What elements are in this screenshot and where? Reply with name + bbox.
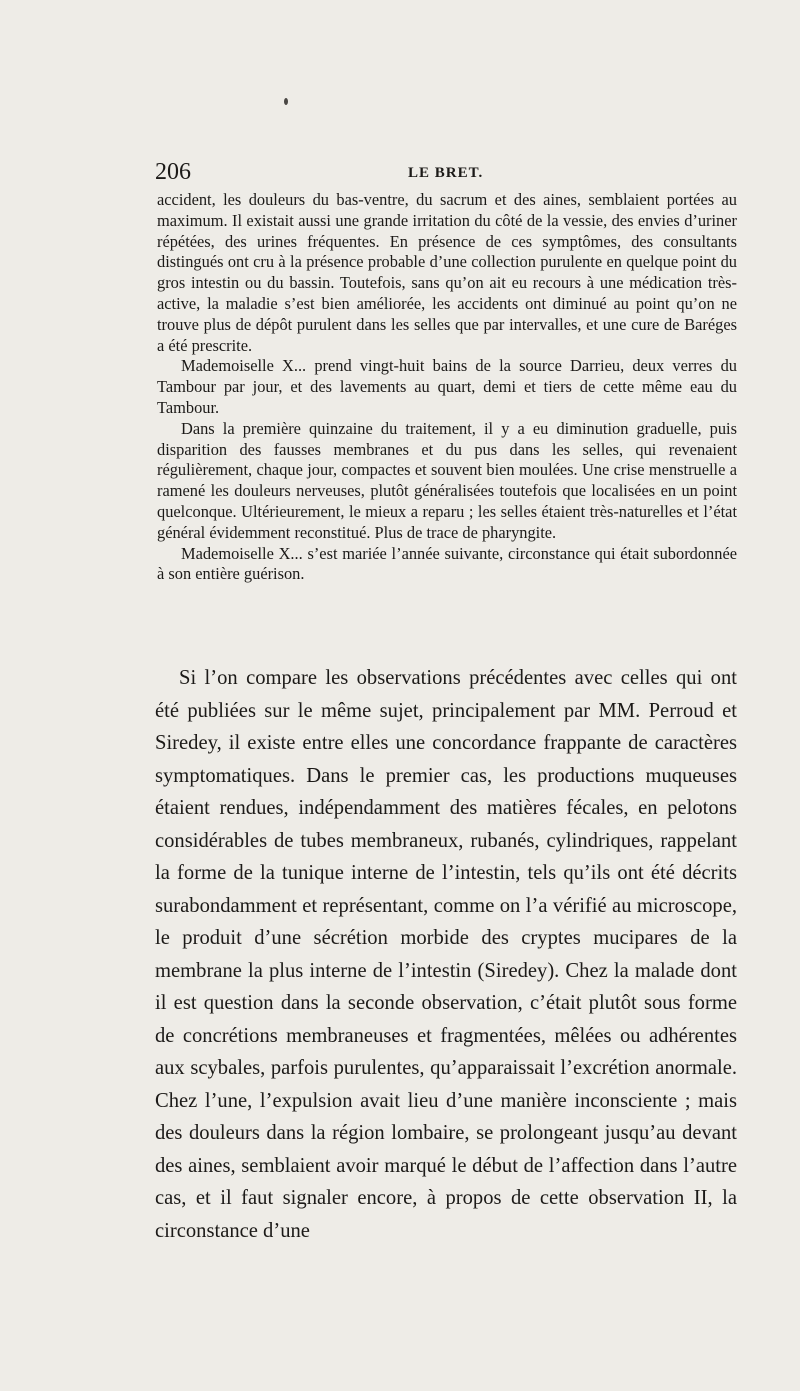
paragraph-outcome: Mademoiselle X... s’est mariée l’année suivante, circonstance qui était subordonnée à son entière guérison. [157,543,737,584]
discussion-body [155,662,737,1247]
ink-speck [284,98,288,105]
paragraph-accident: accident, les douleurs du bas-ventre, du sacrum et des aines, semblaient portées au maximum. Il existait aussi une grande irritation du côté de la vessie, des envies d’uriner répétées, des urines fréquentes. En présence de ces symptômes, des consultants distingués ont cru à la présence probable d’une collection purulente en quelque point du gros intestin ou du bassin. Toutefois, sans qu’on ait eu recours à une médication très-active, la maladie s’est bien améliorée, les accidents ont diminué au point qu’on ne trouve plus de dépôt purulent dans les selles que par intervalles, et une cure de Baréges a été prescrite. [157,190,737,355]
page-number: 206 [155,159,191,185]
paragraph-treatment: Mademoiselle X... prend vingt-huit bains de la source Darrieu, deux verres du Tambour par jour, et des lavements au quart, demi et tiers de cette même eau du Tambour. [157,356,737,417]
page-header [155,158,737,186]
paragraph-comparison: Si l’on compare les observations précédentes avec celles qui ont été publiées sur le même sujet, principalement par MM. Perroud et Siredey, il existe entre elles une concordance frappante de caractères symptomatiques. Dans le premier cas, les productions muqueuses étaient rendues, indépendamment des matières fécales, en pelotons considérables de tubes membraneux, rubanés, cylindriques, rappelant la forme de la tunique interne de l’intestin, tels qu’ils ont été décrits surabondamment et représentant, comme on l’a vérifié au microscope, le produit d’une sécrétion morbide des cryptes mucipares de la membrane la plus interne de l’intestin (Siredey). Chez la malade dont il est question dans la seconde observation, c’était plutôt sous forme de concrétions membraneuses et fragmentées, mêlées ou adhérentes aux scybales, parfois purulentes, qu’apparaissait l’excrétion anormale. Chez l’une, l’expulsion avait lieu d’une manière inconsciente ; mais des douleurs dans la région lombaire, se prolongeant jusqu’au devant des aines, semblaient avoir marqué le début de l’affection dans l’autre cas, et il faut signaler encore, à propos de cette observation II, la circonstance d’une [155,667,737,1242]
paragraph-progress: Dans la première quinzaine du traitement, il y a eu diminution graduelle, puis disparition des fausses membranes et du pus dans les selles, qui revenaient régulièrement, chaque jour, compactes et souvent bien moulées. Une crise menstruelle a ramené les douleurs nerveuses, plutôt généralisées toutefois que localisées en un point quelconque. Ultérieurement, le mieux a reparu ; les selles étaient très-naturelles et l’état général évidemment reconstitué. Plus de trace de pharyngite. [157,418,737,542]
running-head: LE BRET. [408,165,484,181]
case-report-body [157,190,737,585]
